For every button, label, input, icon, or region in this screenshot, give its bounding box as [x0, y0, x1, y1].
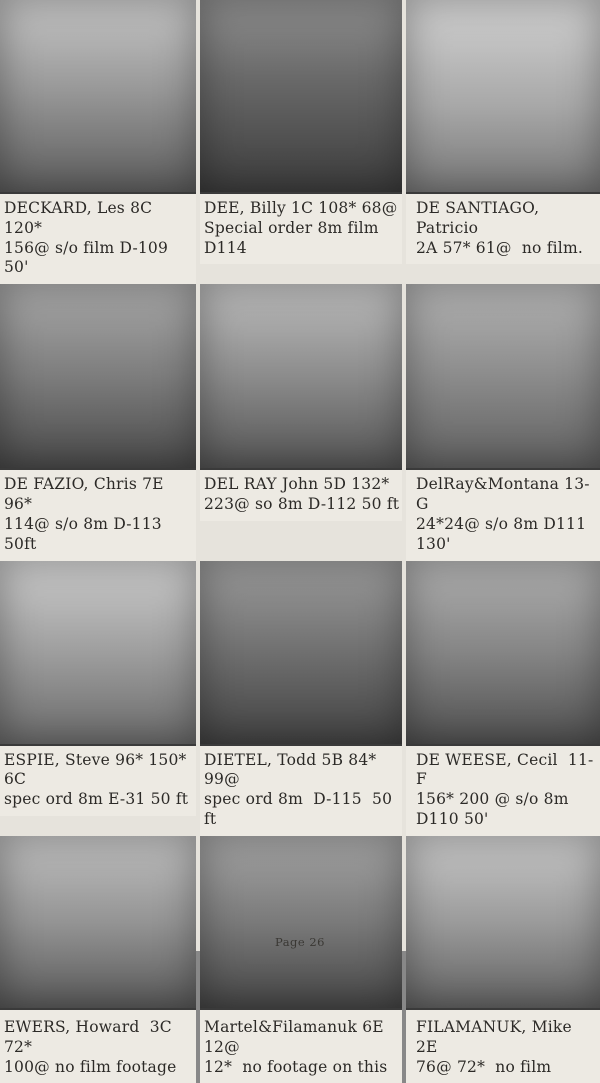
page-number: Page 26	[274, 935, 326, 949]
entry-caption	[200, 194, 402, 264]
photo-placeholder	[0, 0, 196, 194]
photo-placeholder	[200, 284, 402, 470]
caption-line-2: 156@ s/o film D-109 50'	[4, 238, 174, 277]
caption-line-2: 2A 57* 61@ no film.	[416, 238, 583, 257]
entry-caption	[406, 746, 600, 836]
caption-line-2: 223@ so 8m D-112 50 ft	[204, 495, 400, 514]
photo-placeholder	[200, 561, 402, 746]
photo-placeholder	[406, 561, 600, 746]
caption-line-1: DIETEL, Todd 5B 84* 99@	[204, 750, 387, 789]
entry-caption	[0, 1010, 196, 1083]
caption-line-2: 76@ 72* no film	[416, 1057, 552, 1076]
caption-line-1: DE WEESE, Cecil 11-F	[416, 750, 594, 789]
catalog-entry	[406, 836, 600, 1083]
photo-placeholder	[406, 836, 600, 1010]
photo-placeholder	[406, 284, 600, 470]
caption-line-2: spec ord 8m E-31 50 ft	[4, 790, 189, 809]
caption-line-1: DECKARD, Les 8C 120*	[4, 199, 158, 237]
caption-line-1: Martel&Filamanuk 6E 12@	[204, 1017, 389, 1056]
catalog-entry	[406, 561, 600, 836]
caption-line-2: 24*24@ s/o 8m D111 130'	[416, 514, 592, 553]
entry-caption	[406, 1010, 600, 1083]
entry-caption	[0, 194, 196, 284]
caption-line-1: DE FAZIO, Chris 7E 96*	[4, 475, 169, 514]
caption-line-1: DEL RAY John 5D 132*	[204, 475, 390, 494]
entry-caption	[200, 746, 402, 836]
caption-line-1: DelRay&Montana 13-G	[416, 475, 590, 514]
photo-placeholder	[200, 0, 402, 194]
catalog-entry	[200, 0, 402, 284]
catalog-entry	[0, 836, 196, 1083]
catalog-entry	[0, 0, 196, 284]
catalog-entry	[200, 561, 402, 836]
catalog-entry	[0, 561, 196, 836]
caption-line-1: FILAMANUK, Mike 2E	[416, 1017, 583, 1056]
catalog-entry	[406, 284, 600, 560]
photo-placeholder	[0, 836, 196, 1010]
caption-line-2: 156* 200 @ s/o 8m D110 50'	[416, 790, 574, 829]
entry-caption	[406, 194, 600, 264]
photo-placeholder	[406, 0, 600, 194]
entry-caption	[0, 746, 196, 816]
caption-line-2: 12* no footage on this	[204, 1057, 388, 1076]
photo-placeholder	[200, 836, 402, 1010]
catalog-entry	[406, 0, 600, 284]
caption-line-1: DE SANTIAGO, Patricio	[416, 199, 545, 237]
entry-caption	[200, 470, 402, 521]
catalog-entry	[200, 836, 402, 1083]
photo-placeholder	[0, 561, 196, 746]
caption-line-2: 100@ no film footage	[4, 1057, 177, 1076]
caption-line-1: EWERS, Howard 3C 72*	[4, 1017, 177, 1056]
caption-line-2: spec ord 8m D-115 50 ft	[204, 790, 398, 829]
caption-line-2: 114@ s/o 8m D-113 50ft	[4, 514, 168, 553]
photo-placeholder	[0, 284, 196, 470]
entry-caption	[406, 470, 600, 560]
caption-line-1: ESPIE, Steve 96* 150* 6C	[4, 750, 192, 789]
caption-line-1: DEE, Billy 1C 108* 68@	[204, 199, 398, 217]
caption-line-2: Special order 8m film D114	[204, 218, 384, 257]
catalog-entry	[200, 284, 402, 560]
entry-caption	[200, 1010, 402, 1083]
entry-caption	[0, 470, 196, 560]
catalog-entry	[0, 284, 196, 560]
